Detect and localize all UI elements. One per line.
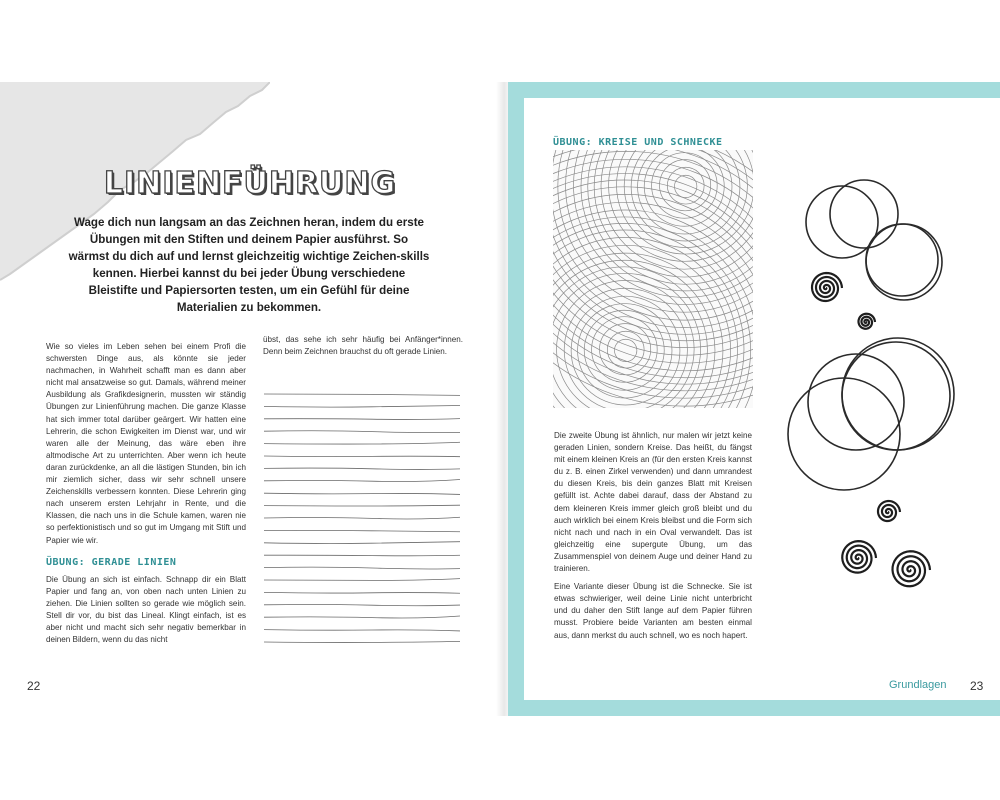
drawn-line — [264, 431, 460, 433]
drawn-line — [264, 394, 460, 395]
book-gutter — [496, 82, 508, 716]
section-heading-circles: ÜBUNG: KREISE UND SCHNECKE — [553, 137, 723, 148]
drawn-line — [264, 505, 460, 506]
doodle-circle — [866, 224, 938, 296]
body-paragraph: Die Übung an sich ist einfach. Schnapp dir ein Blatt Papier und fang an, von oben nach unten Linien zu ziehen. Die Linien sollten so gerade wie möglich sein. Stell dir vor, du bist das Lineal. Klingt einfach, ist es aber nicht und macht sich sehr negativ bemerkbar in deinen Bildern, wenn du das nicht — [46, 574, 246, 645]
drawn-line — [264, 530, 460, 531]
drawn-line — [264, 405, 460, 407]
doodle-circle — [866, 224, 942, 300]
body-paragraph: Die zweite Übung ist ähnlich, nur malen wir jetzt keine geraden Linien, sondern Kreise. Das heißt, du fängst mit einem kleinen Kreis an (für den ersten Kreis kannst du z. B. einen Zirkel verwenden) und dann umrandest du diesen Kreis, bis dein ganzes Blatt mit Kreisen gefüllt ist. Achte dabei darauf, dass der Abstand zu dem kleineren Kreis immer gleich groß bleibt und du auch wirklich bei einem Kreis bleibst und die Form sich nicht nach und nach in ein Oval verwandelt. Das ist gleichzeitig eine supergute Übung, um das Zusammenspiel von deinem Auge und deiner Hand zu trainieren. — [554, 431, 752, 574]
spiral-doodle — [859, 314, 876, 329]
drawn-line — [264, 592, 460, 593]
page-number-left: 22 — [27, 679, 41, 693]
drawn-line — [264, 605, 460, 606]
straight-lines-illustration — [262, 388, 462, 652]
doodle-circle — [842, 338, 954, 450]
body-paragraph: Eine Variante dieser Übung ist die Schnecke. Sie ist etwas schwieriger, weil deine Linie nicht unterbricht und du daher den Stift lange auf dem Papier führen musst. Probiere beide Varianten am besten einmal aus, dann merkst du auch schnell, wo es noch hapert. — [554, 582, 752, 640]
drawn-line — [264, 567, 460, 569]
drawn-line — [264, 555, 460, 556]
drawn-line — [264, 468, 460, 469]
right-column — [554, 430, 752, 648]
drawn-line — [264, 579, 460, 581]
doodle-circle — [830, 180, 898, 248]
drawn-line — [264, 542, 460, 544]
drawn-line — [264, 630, 460, 631]
concentric-circles-illustration — [553, 150, 753, 408]
page-title: LINIENFÜHRUNG — [103, 166, 397, 201]
drawn-line — [264, 419, 460, 420]
drawn-line — [264, 641, 460, 642]
left-column-2 — [263, 334, 463, 364]
circle-and-spiral-doodles — [778, 176, 978, 606]
spiral-doodle — [812, 273, 842, 301]
section-footer-label: Grundlagen — [889, 679, 947, 691]
spiral-doodle — [842, 541, 876, 573]
section-heading-straight-lines: ÜBUNG: GERADE LINIEN — [46, 556, 177, 568]
drawn-line — [264, 616, 460, 618]
drawn-line — [264, 480, 460, 482]
doodle-circle — [842, 342, 950, 450]
body-paragraph: Wie so vieles im Leben sehen bei einem Profi die schwersten Dinge aus, als könnte sie jeder nachmachen, in Wahrheit schafft man es dann aber nicht mal ansatzweise so gut. Damals, während meiner Ausbildung als Grafikdesignerin, mussten wir ständig Übungen zur Linienführung machen. Die ganze Klasse hat sich immer total darüber geärgert. Wir hatten eine Lehrerin, die schon Ewigkeiten im Dienst war, und wir waren alle der Meinung, das wäre eben ihre altmodische Art zu unterrichten. Aber wenn ich heute daran zurückdenke, an all die lästigen Stunden, bin ich mir ziemlich sicher, dass wir sehr schnell unsere Zeichenskills verbessern konnten. Diese Lehrerin ging nach unserem ersten Lehrjahr in Rente, und die Klassen, die nach uns in die Schule kamen, waren nie so perfektionistisch und so gut im Umgang mit Stift und Papier wie wir. — [46, 342, 246, 545]
doodle-circle — [788, 378, 900, 490]
spiral-doodle — [878, 501, 900, 521]
drawn-line — [264, 456, 460, 457]
drawn-line — [264, 442, 460, 444]
spiral-doodle — [893, 551, 931, 586]
drawn-line — [264, 517, 460, 519]
left-column-1 — [46, 341, 246, 652]
drawn-line — [264, 493, 460, 494]
page-number-right: 23 — [970, 679, 984, 693]
intro-text: Wage dich nun langsam an das Zeichnen heran, indem du erste Übungen mit den Stiften und deinem Papier ausführst. So wärmst du dich auf und lernst gleichzeitig wichtige Zeichen-skills kennen. Hierbei kannst du bei jeder Übung verschiedene Bleistifte und Papiersorten testen, um ein Gefühl für deine Materialien zu bekommen. — [68, 216, 430, 314]
body-paragraph: übst, das sehe ich sehr häufig bei Anfänger*innen. Denn beim Zeichnen brauchst du oft gerade Linien. — [263, 335, 463, 357]
